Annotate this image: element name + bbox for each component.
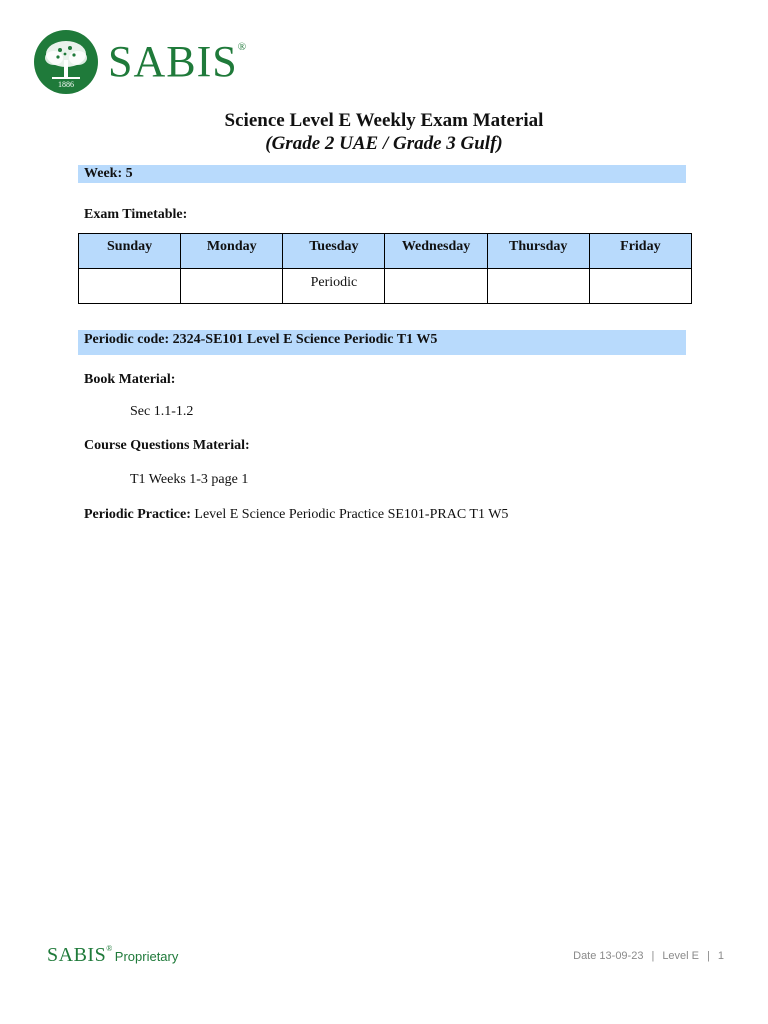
- logo-year: 1886: [58, 80, 74, 89]
- day-header: Monday: [181, 234, 283, 269]
- footer-meta: [573, 950, 724, 962]
- timetable-row: [79, 269, 692, 304]
- footer-proprietary: Proprietary: [114, 949, 179, 964]
- book-material-label: Book Material:: [84, 372, 176, 387]
- course-questions-value: T1 Weeks 1-3 page 1: [130, 472, 249, 487]
- timetable-cell: [589, 269, 691, 304]
- day-header: Wednesday: [385, 234, 487, 269]
- day-header: Tuesday: [283, 234, 385, 269]
- footer-level: Level E: [662, 950, 700, 962]
- timetable-label: Exam Timetable:: [84, 207, 188, 222]
- timetable-cell: [79, 269, 181, 304]
- footer-separator: |: [707, 950, 710, 962]
- registered-mark: ®: [237, 41, 248, 53]
- day-header: Friday: [589, 234, 691, 269]
- timetable-cell: [487, 269, 589, 304]
- timetable-cell: Periodic: [283, 269, 385, 304]
- day-header: Thursday: [487, 234, 589, 269]
- footer-brand: [47, 944, 113, 967]
- periodic-code-band: Periodic code: 2324-SE101 Level E Science Periodic T1 W5: [78, 330, 686, 355]
- timetable-cell: [181, 269, 283, 304]
- page-number: 1: [717, 950, 724, 962]
- footer-date: Date 13-09-23: [573, 950, 644, 962]
- periodic-practice-label: Periodic Practice:: [84, 507, 191, 522]
- footer-logo: [47, 944, 178, 967]
- footer-separator: |: [651, 950, 655, 962]
- periodic-practice: [84, 507, 508, 523]
- book-material-value: Sec 1.1-1.2: [130, 404, 194, 419]
- logo-wordmark: [108, 37, 248, 86]
- week-band: Week: 5: [78, 165, 686, 183]
- document-title: Science Level E Weekly Exam Material: [224, 110, 544, 131]
- sabis-logo: [34, 30, 247, 94]
- footer-registered-mark: ®: [106, 944, 113, 953]
- course-questions-label: Course Questions Material:: [84, 438, 250, 453]
- timetable-header-row: [79, 234, 692, 269]
- tree-emblem-icon: [34, 30, 98, 94]
- exam-timetable: [78, 233, 692, 304]
- timetable-cell: [385, 269, 487, 304]
- day-header: Sunday: [79, 234, 181, 269]
- document-subtitle: (Grade 2 UAE / Grade 3 Gulf): [265, 133, 503, 154]
- logo-brand-text: SABIS: [108, 37, 238, 86]
- footer-brand-text: SABIS: [47, 944, 107, 966]
- periodic-practice-value: Level E Science Periodic Practice SE101-PRAC T1 W5: [194, 507, 509, 522]
